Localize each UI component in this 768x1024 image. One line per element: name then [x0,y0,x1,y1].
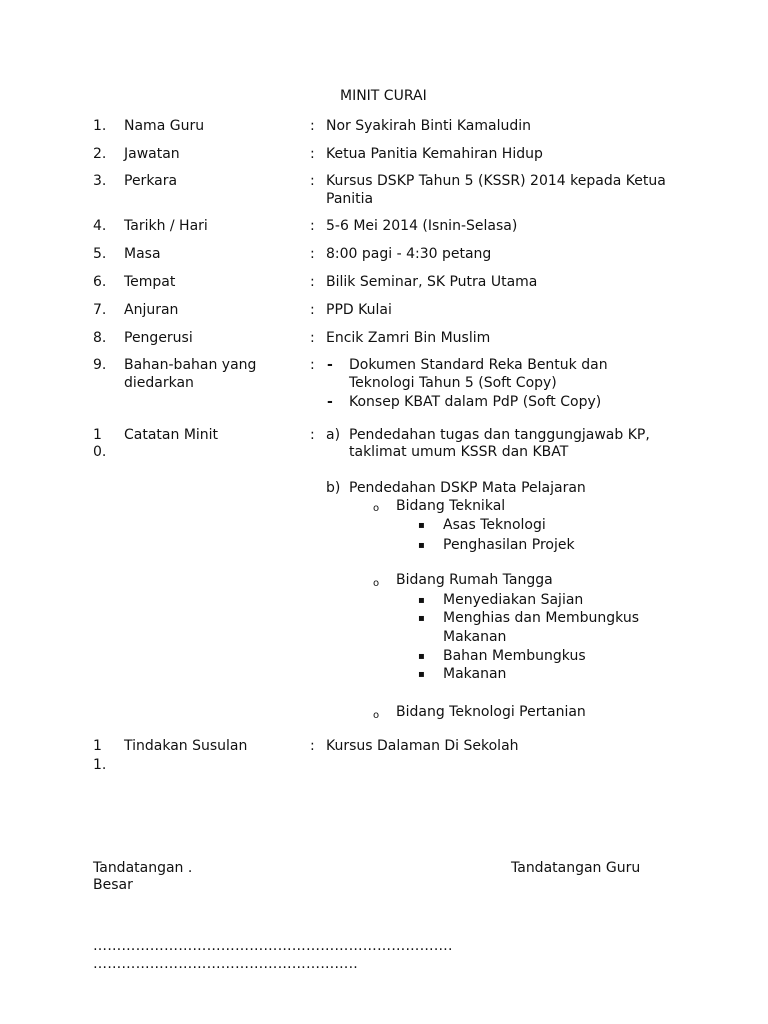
row-label-perkara: Perkara [124,173,178,189]
signature-label-right: Tandatangan Guru [511,860,641,876]
row-number: 5. [93,246,107,262]
row-number: 9. [93,357,107,373]
square-bullet-icon: ▪ [418,540,425,551]
bahan-item1-line1: Dokumen Standard Reka Bentuk dan [349,357,608,373]
row-number-line1: 1 [93,738,102,754]
square-bullet-icon: ▪ [418,520,425,531]
circle-bullet-icon: o [373,578,380,589]
row-number-line2: 0. [93,444,107,460]
dash-bullet: - [327,357,333,373]
bidang-teknologi-pertanian: Bidang Teknologi Pertanian [396,704,586,720]
colon: : [310,146,315,162]
list-item: Menyediakan Sajian [443,592,584,608]
row-label-masa: Masa [124,246,161,262]
row-number: 3. [93,173,107,189]
row-label-pengerusi: Pengerusi [124,330,193,346]
square-bullet-icon: ▪ [418,613,425,624]
signature-line-2: ……………………………………………….. [93,956,358,972]
list-marker-b: b) [326,480,341,496]
row-label-bahan-line2: diedarkan [124,375,194,391]
square-bullet-icon: ▪ [418,669,425,680]
colon: : [310,274,315,290]
signature-label-left-line2: Besar [93,877,133,893]
row-label-catatan-minit: Catatan Minit [124,427,219,443]
row-label-anjuran: Anjuran [124,302,179,318]
colon: : [310,330,315,346]
circle-bullet-icon: o [373,710,380,721]
colon: : [310,246,315,262]
signature-line-1: …………………………………………………………………. [93,938,453,954]
row-value-perkara-line2: Panitia [326,191,374,207]
row-label-tarikh: Tarikh / Hari [124,218,208,234]
list-item-line1: Menghias dan Membungkus [443,610,640,626]
row-label-tempat: Tempat [124,274,176,290]
colon: : [310,218,315,234]
catatan-a-line2: taklimat umum KSSR dan KBAT [349,444,569,460]
bahan-item1-line2: Teknologi Tahun 5 (Soft Copy) [349,375,557,391]
row-value-nama-guru: Nor Syakirah Binti Kamaludin [326,118,531,134]
row-value-pengerusi: Encik Zamri Bin Muslim [326,330,491,346]
list-item: Penghasilan Projek [443,537,575,553]
row-number: 6. [93,274,107,290]
colon: : [310,118,315,134]
row-number: 7. [93,302,107,318]
catatan-a-line1: Pendedahan tugas dan tanggungjawab KP, [349,427,650,443]
colon: : [310,173,315,189]
row-number: 8. [93,330,107,346]
row-number-line1: 1 [93,427,102,443]
colon: : [310,302,315,318]
row-value-tempat: Bilik Seminar, SK Putra Utama [326,274,538,290]
row-value-perkara-line1: Kursus DSKP Tahun 5 (KSSR) 2014 kepada Ketua [326,173,666,189]
bahan-item2: Konsep KBAT dalam PdP (Soft Copy) [349,394,602,410]
list-item: Makanan [443,666,507,682]
colon: : [310,738,315,754]
row-number-line2: 1. [93,757,107,773]
row-value-tarikh: 5-6 Mei 2014 (Isnin-Selasa) [326,218,518,234]
row-value-tindakan-susulan: Kursus Dalaman Di Sekolah [326,738,519,754]
square-bullet-icon: ▪ [418,651,425,662]
catatan-b-text: Pendedahan DSKP Mata Pelajaran [349,480,586,496]
bidang-teknikal: Bidang Teknikal [396,498,506,514]
row-value-anjuran: PPD Kulai [326,302,392,318]
signature-label-left: Tandatangan . [93,860,193,876]
row-label-nama-guru: Nama Guru [124,118,205,134]
row-value-jawatan: Ketua Panitia Kemahiran Hidup [326,146,543,162]
row-number: 4. [93,218,107,234]
document-title: MINIT CURAI [340,88,427,104]
bidang-rumah-tangga: Bidang Rumah Tangga [396,572,553,588]
list-marker-a: a) [326,427,341,443]
row-value-masa: 8:00 pagi - 4:30 petang [326,246,492,262]
list-item: Bahan Membungkus [443,648,586,664]
list-item-line2: Makanan [443,629,507,645]
square-bullet-icon: ▪ [418,595,425,606]
circle-bullet-icon: o [373,503,380,514]
row-label-bahan-line1: Bahan-bahan yang [124,357,257,373]
list-item: Asas Teknologi [443,517,546,533]
dash-bullet: - [327,394,333,410]
colon: : [310,357,315,373]
row-number: 2. [93,146,107,162]
row-label-jawatan: Jawatan [124,146,180,162]
row-number: 1. [93,118,107,134]
row-label-tindakan-susulan: Tindakan Susulan [124,738,248,754]
colon: : [310,427,315,443]
